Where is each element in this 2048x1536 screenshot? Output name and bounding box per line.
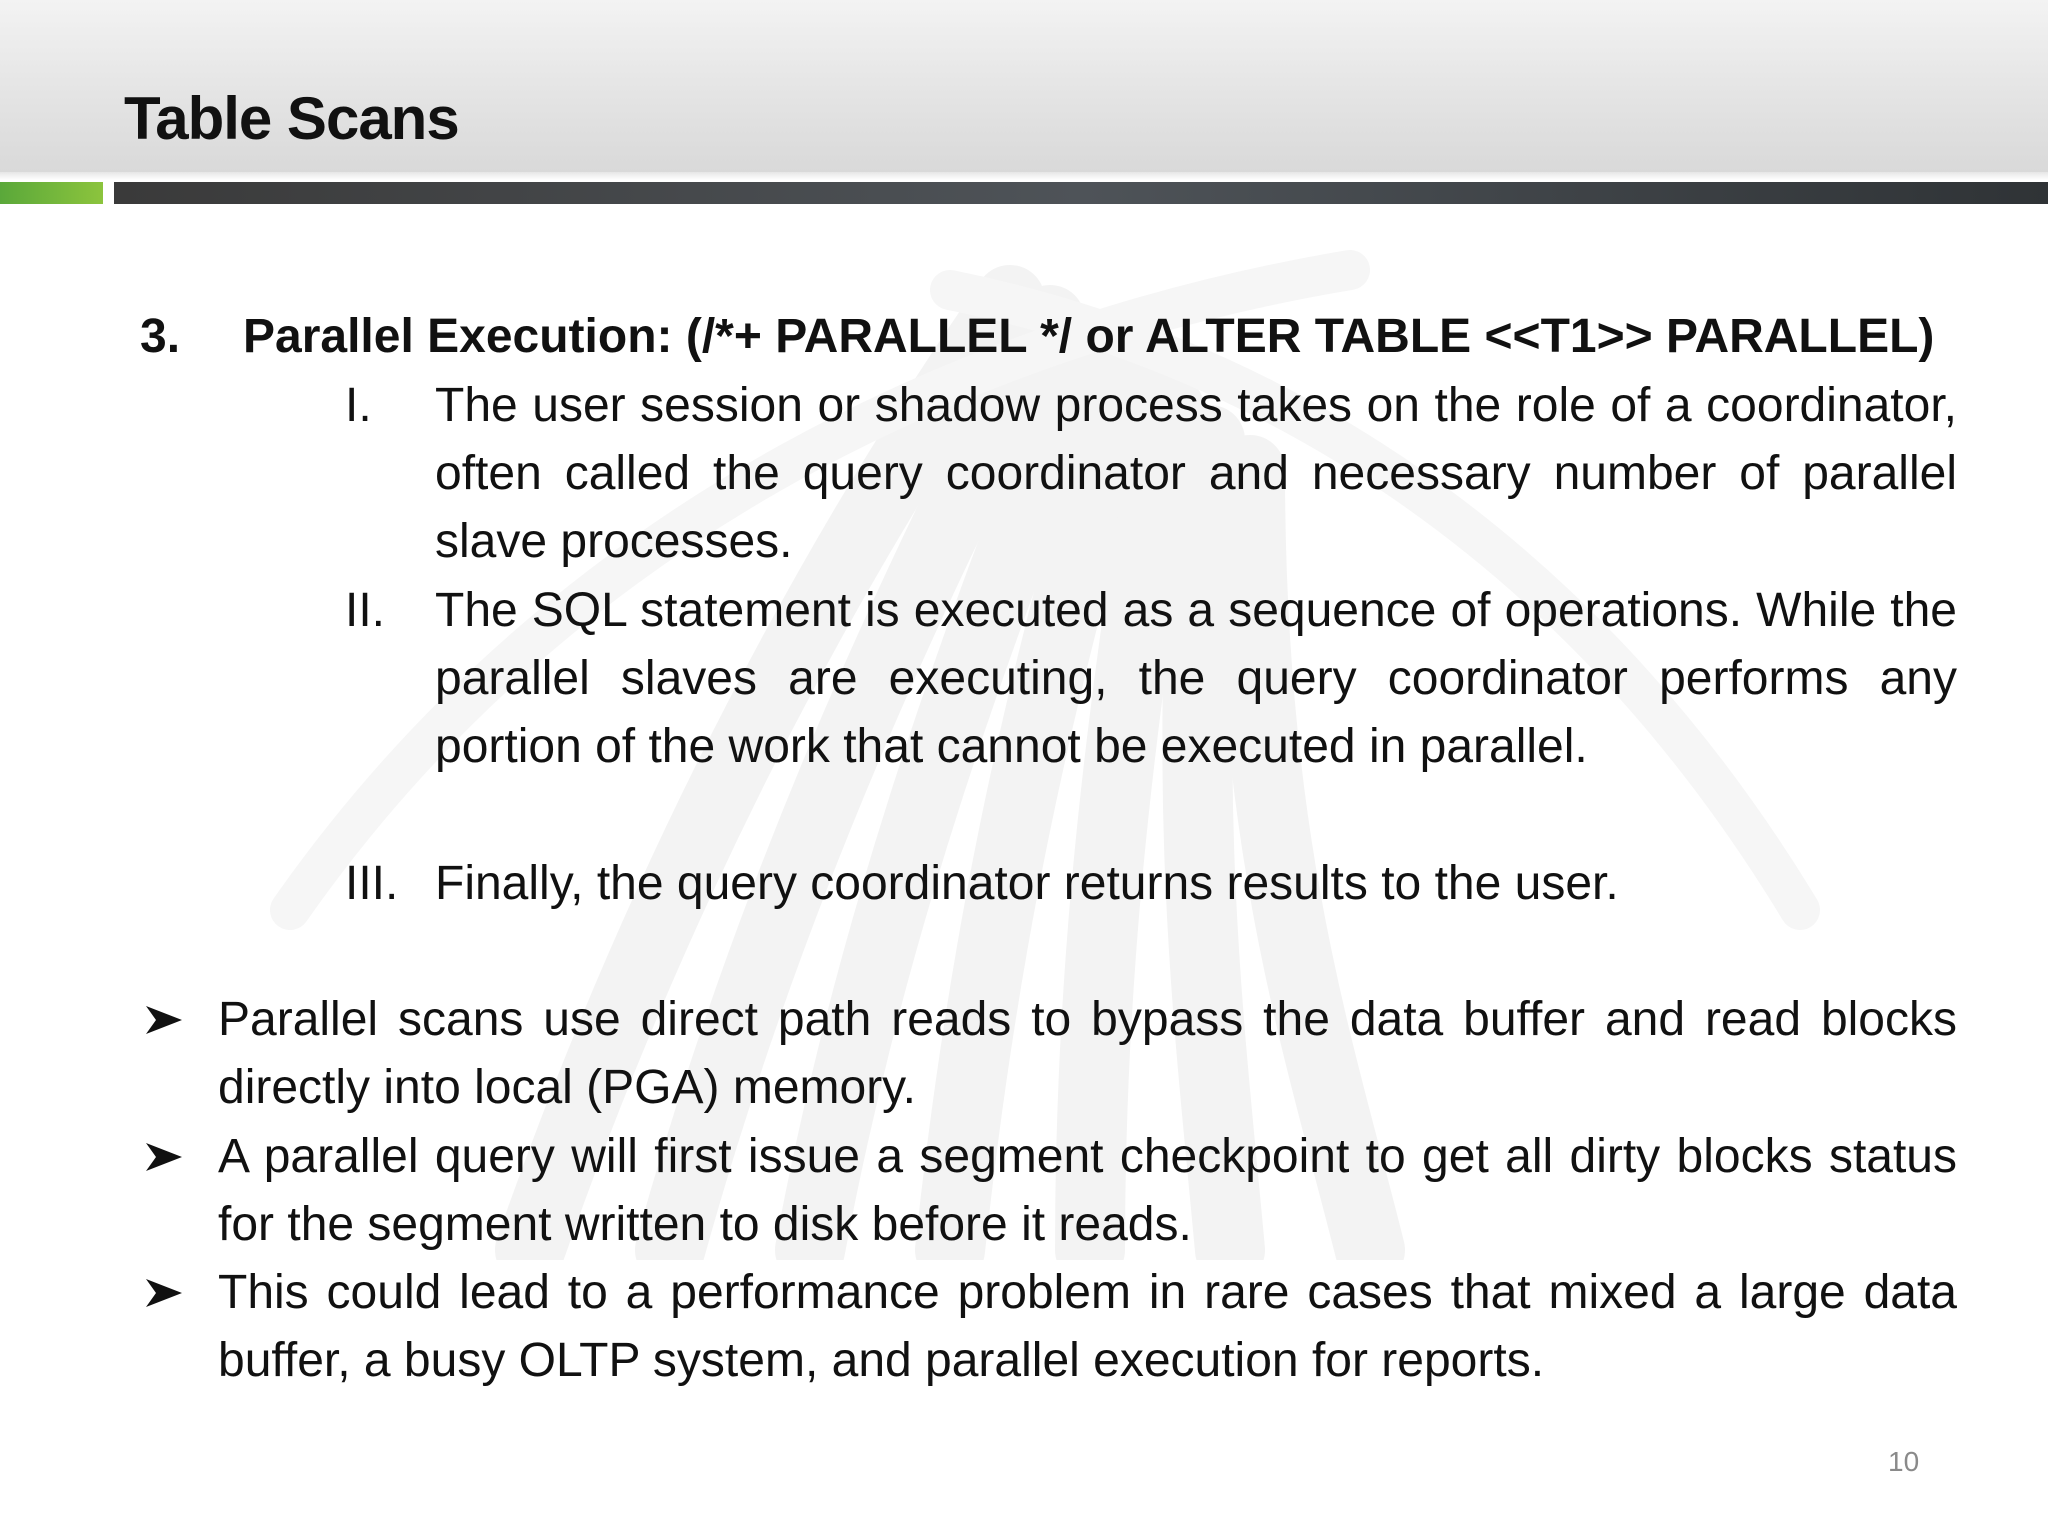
step-item xyxy=(345,850,1957,918)
section-heading xyxy=(140,308,1970,366)
step-text: Finally, the query coordinator returns results to the user. xyxy=(435,857,1619,910)
step-text: The user session or shadow process takes on the role of a coordinator, often called the query coordinator and necessary number of parallel slave processes. xyxy=(435,379,1957,568)
step-marker: II. xyxy=(345,584,386,637)
bullet-item xyxy=(142,1123,1957,1259)
accent-bar-green xyxy=(0,182,103,204)
arrowhead-bullet-icon xyxy=(142,1259,186,1346)
step-marker: I. xyxy=(345,379,372,432)
step-item xyxy=(345,577,1957,781)
bullet-text: A parallel query will first issue a segment checkpoint to get all dirty blocks status for the segment written to disk before it reads. xyxy=(218,1130,1957,1251)
header-highlight xyxy=(0,172,2048,180)
accent-bar-dark xyxy=(114,182,2048,204)
bullet-item xyxy=(142,986,1957,1122)
section-number: 3. xyxy=(140,310,181,363)
bullet-text: This could lead to a performance problem in rare cases that mixed a large data buffer, a busy OLTP system, and parallel execution for reports. xyxy=(218,1266,1957,1387)
bullet-item xyxy=(142,1259,1957,1395)
page-number: 10 xyxy=(1888,1446,1920,1477)
section-heading-text: Parallel Execution: (/*+ PARALLEL */ or ALTER TABLE <<T1>> PARALLEL) xyxy=(243,310,1935,363)
step-item xyxy=(345,372,1957,576)
step-text: The SQL statement is executed as a sequence of operations. While the parallel slaves are executing, the query coordinator performs any portion of the work that cannot be executed in parallel. xyxy=(435,584,1957,773)
step-marker: III. xyxy=(345,857,399,910)
arrowhead-bullet-icon xyxy=(142,986,186,1073)
arrowhead-bullet-icon xyxy=(142,1123,186,1210)
slide-title: Table Scans xyxy=(124,85,459,152)
bullet-text: Parallel scans use direct path reads to bypass the data buffer and read blocks directly into local (PGA) memory. xyxy=(218,993,1957,1114)
